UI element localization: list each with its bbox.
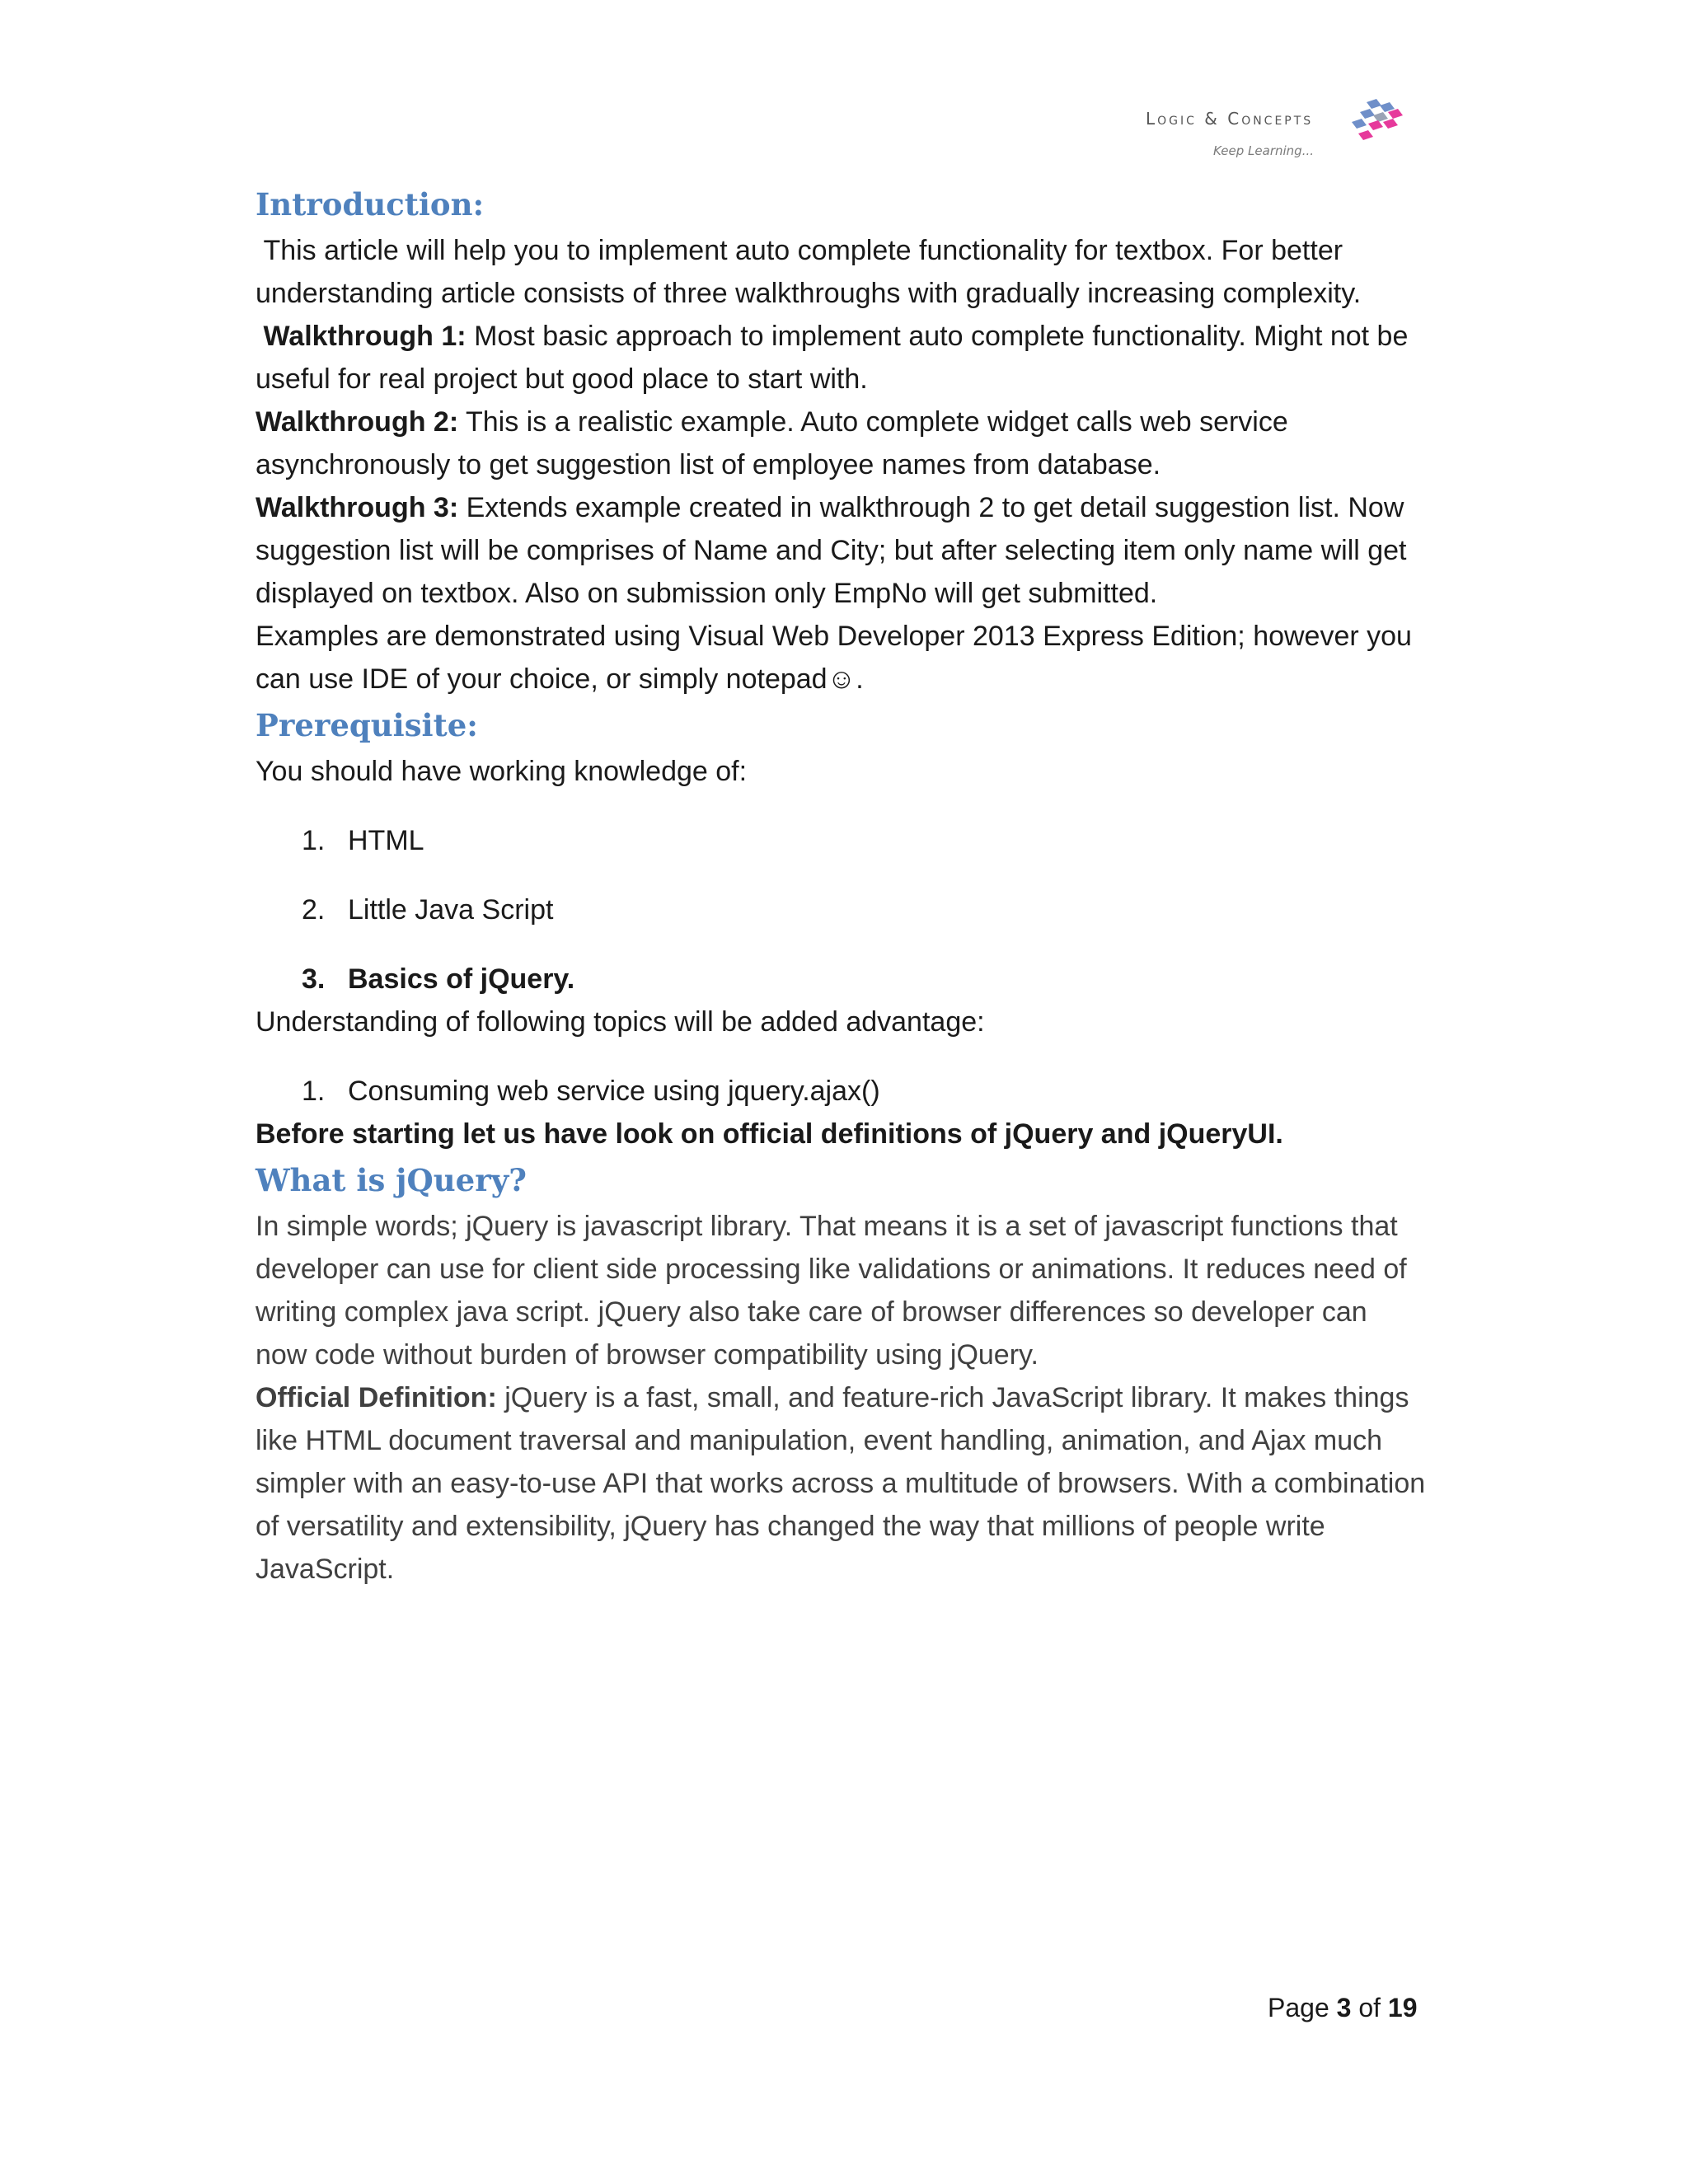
walkthrough-3 [256,486,1426,615]
total-pages: 19 [1387,1993,1418,2022]
walkthrough-1 [256,315,1426,401]
list-item-text: Little Java Script [348,894,554,926]
advantage-list [256,1070,1426,1113]
walkthrough-3-text: Extends example created in walkthrough 2 to get detail suggestion list. Now suggestion list will be comprises of Name and City; but after selecting item only name will get displayed on textbox. Also on submission only EmpNo will get submitted. [256,492,1407,609]
list-item-number: 2. [302,894,326,926]
intro-paragraph [256,229,1426,315]
walkthrough-2 [256,401,1426,486]
walkthrough-1-text: Most basic approach to implement auto complete functionality. Might not be useful for real project but good place to start with. [256,321,1409,395]
simple-words-paragraph: In simple words; jQuery is javascript library. That means it is a set of javascript functions that developer can use for client side processing like validations or animations. It reduces need of writing complex java script. jQuery also take care of browser differences so developer can now code without burden of browser compatibility using jQuery. [256,1211,1407,1371]
official-definition-paragraph [256,1376,1426,1591]
list-item [256,888,1426,931]
prerequisite-list [256,819,1426,1001]
before-starting-note: Before starting let us have look on official definitions of jQuery and jQueryUI. [256,1118,1283,1150]
list-item-number: 3. [302,963,326,995]
logo-mark-icon [1343,97,1426,163]
page-number [1268,1993,1417,2023]
list-item-text: Basics of jQuery. [348,963,575,995]
what-is-jquery-heading: What is jQuery? [256,1162,527,1198]
list-item [256,819,1426,862]
list-item-number: 1. [302,825,326,856]
current-page: 3 [1336,1993,1352,2022]
page-word: Page [1268,1993,1329,2022]
introduction-heading: Introduction: [256,186,485,223]
list-item [256,958,1426,1001]
intro-text: This article will help you to implement auto complete functionality for textbox. For better understanding article consists of three walkthroughs with gradually increasing complexity. [256,235,1362,309]
list-item-number: 1. [302,1076,326,1107]
prerequisite-lead: You should have working knowledge of: [256,756,748,787]
of-word: of [1358,1993,1381,2022]
prerequisite-heading: Prerequisite: [256,707,478,743]
advantage-lead: Understanding of following topics will be added advantage: [256,1006,985,1038]
examples-paragraph: Examples are demonstrated using Visual Web Developer 2013 Express Edition; however you can use IDE of your choice, or simply notepad☺. [256,621,1412,695]
official-definition-label: Official Definition: [256,1382,497,1413]
list-item-text: Consuming web service using jquery.ajax() [348,1076,880,1107]
header-logo [1146,97,1426,163]
logo-tagline: Keep Learning... [1213,143,1314,158]
walkthrough-1-label: Walkthrough 1: [263,321,467,352]
list-item [256,1070,1426,1113]
official-definition-text: jQuery is a fast, small, and feature-rich JavaScript library. It makes things like HTML document traversal and manipulation, event handling, animation, and Ajax much simpler with an easy-to-use API that works across a multitude of browsers. With a combination of versatility and extensibility, jQuery has changed the way that millions of people write JavaScript. [256,1382,1426,1585]
walkthrough-2-label: Walkthrough 2: [256,406,459,438]
logo-title: Logic & Concepts [1146,109,1314,129]
walkthrough-3-label: Walkthrough 3: [256,492,459,523]
walkthrough-2-text: This is a realistic example. Auto complete widget calls web service asynchronously to get suggestion list of employee names from database. [256,406,1288,480]
main-content [256,180,1426,1591]
list-item-text: HTML [348,825,424,856]
